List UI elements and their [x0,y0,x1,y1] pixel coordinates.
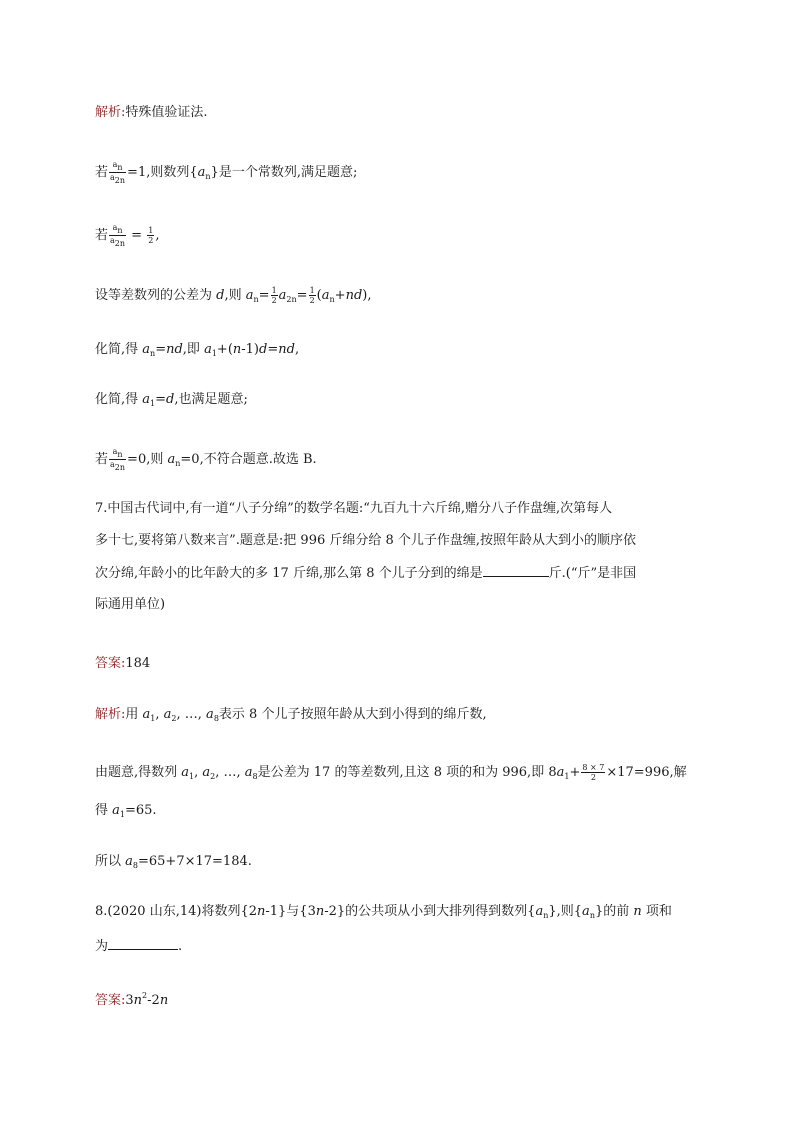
q8-line-2: 为 . [95,939,183,954]
q7-line-4: 际通用单位) [95,597,166,612]
simplify-line-1: 化简,得 $a_n=nd$,即 $a_1+(n-1)d=nd$, [95,342,300,358]
ratio-fraction: $\frac{a_n}{a_{2n}}$ [110,160,126,185]
answer-value: 184 [125,656,151,671]
q7-solution-4: 所以 $a_8=65+7\times 17=184$. [95,854,252,870]
analysis-text: 特殊值验证法. [125,105,208,120]
case-ratio-zero: 若 $\frac{a_n}{a_{2n}}$ =0,则 $a_n=0$,不符合题意.故选 B. [95,447,317,472]
q7-solution-2: 由题意,得数列 $a_1$, $a_2$, …, $a_8$是公差为 17 的等差数列,且这 8 项的和为 996,即 $8a_1+$ $\frac{8 \times 7}{2}$ ×17=996,解 [95,763,687,782]
q7-line-2: 多十七,要将第八数来言”.题意是:把 996 斤绵分给 8 个儿子作盘缠,按照年龄从大到小的顺序依 [95,533,637,548]
common-difference-line: 设等差数列的公差为 d,则 $a_n=$ $\frac{1}{2}$ $a_{2n}=$ $\frac{1}{2}$ $(a_n+nd)$, [95,286,372,305]
answer-blank [108,937,178,950]
q7-line-1: 7.中国古代词中,有一道“八子分绵”的数学名题:“九百九十六斤绵,赠分八子作盘缠,次第每人 [95,501,613,516]
analysis-label: 解析: [95,105,126,120]
answer-blank [483,564,549,577]
q7-solution-3: 得 $a_1=65$. [95,803,157,819]
answer-label: 答案: [95,656,126,671]
ratio-fraction: $\frac{a_n}{a_{2n}}$ [110,223,126,248]
case-ratio-one: 若 $\frac{a_n}{a_{2n}}$ =1,则数列$\{a_n\}$是一个常数列,满足题意; [95,160,358,185]
q7-answer [95,655,150,673]
q8-answer: 答案$:3n^2-2n$ [95,991,169,1008]
half-fraction: $\frac{1}{2}$ [148,226,154,245]
q7-line-3: 次分绵,年龄小的比年龄大的多 17 斤绵,那么第 8 个儿子分到的绵是 斤.(“斤”是非国 [95,566,637,581]
analysis-intro [95,104,208,122]
case-ratio-half: 若 $\frac{a_n}{a_{2n}}$ = $\frac{1}{2}$ , [95,223,160,248]
simplify-line-2: 化简,得 $a_1=d$,也满足题意; [95,392,248,408]
q8-line-1: 8.(2020 山东,14)将数列{2n-1}与{3n-2}的公共项从小到大排列得到数列$\{a_n\}$,则$\{a_n\}$的前 n 项和 [95,904,672,920]
ruo-text: 若 [95,165,109,180]
sum-fraction: $\frac{8 \times 7}{2}$ [582,763,605,782]
q7-solution-1: 解析:用 $a_1$, $a_2$, …, $a_8$表示 8 个儿子按照年龄从大到小得到的绵斤数, [95,707,487,723]
